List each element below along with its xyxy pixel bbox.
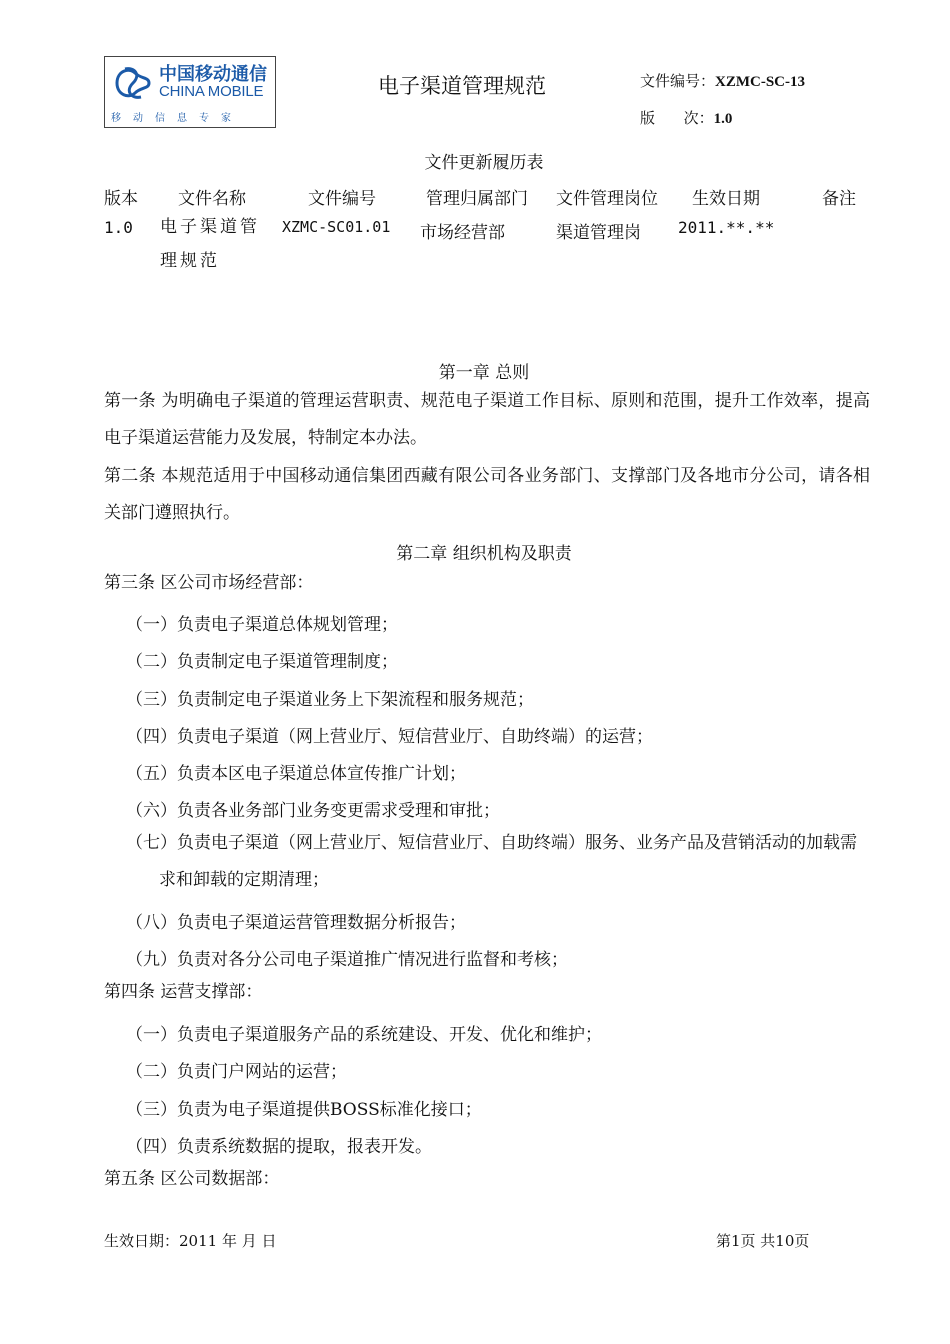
col-header-name: 文件名称 bbox=[178, 189, 246, 209]
col-header-number: 文件编号 bbox=[308, 189, 376, 209]
article-3-title: 第三条 区公司市场经营部： bbox=[104, 573, 314, 593]
document-version-label: 版 次： bbox=[640, 109, 714, 127]
row-version: 1.0 bbox=[104, 218, 133, 237]
article-5-title: 第五条 区公司数据部： bbox=[104, 1169, 280, 1189]
article-3-item-4: （四）负责电子渠道（网上营业厅、短信营业厅、自助终端）的运营； bbox=[126, 727, 653, 747]
logo-english-name: CHINA MOBILE bbox=[159, 83, 264, 100]
article-3-item-8: （八）负责电子渠道运营管理数据分析报告； bbox=[126, 913, 466, 933]
col-header-date: 生效日期 bbox=[692, 189, 760, 209]
logo-chinese-name: 中国移动通信 bbox=[159, 64, 267, 85]
china-mobile-logo bbox=[104, 56, 276, 128]
row-number: XZMC-SC01.01 bbox=[282, 218, 391, 236]
col-header-position: 文件管理岗位 bbox=[556, 189, 658, 209]
row-department: 市场经营部 bbox=[420, 223, 505, 243]
article-3-item-6: （六）负责各业务部门业务变更需求受理和审批； bbox=[126, 801, 500, 821]
article-4-item-4: （四）负责系统数据的提取，报表开发。 bbox=[126, 1137, 432, 1157]
document-version bbox=[640, 107, 732, 128]
row-date: 2011.**.** bbox=[678, 218, 775, 237]
article-4-item-2: （二）负责门户网站的运营； bbox=[126, 1062, 347, 1082]
col-header-version: 版本 bbox=[104, 189, 138, 209]
document-number-value: XZMC-SC-13 bbox=[715, 74, 806, 90]
article-3-item-2: （二）负责制定电子渠道管理制度； bbox=[126, 652, 398, 672]
history-table-title: 文件更新履历表 bbox=[424, 153, 544, 173]
document-title: 电子渠道管理规范 bbox=[378, 74, 546, 98]
chapter-2-title: 第二章 组织机构及职责 bbox=[396, 544, 572, 564]
article-1: 第一条 为明确电子渠道的管理运营职责、规范电子渠道工作目标、原则和范围，提升工作效率，提高电子渠道运营能力及发展，特制定本办法。 bbox=[104, 391, 870, 448]
document-number bbox=[640, 70, 805, 91]
article-4-item-1: （一）负责电子渠道服务产品的系统建设、开发、优化和维护； bbox=[126, 1025, 602, 1045]
col-header-remark: 备注 bbox=[822, 189, 856, 209]
document-number-label: 文件编号： bbox=[640, 72, 716, 90]
row-position: 渠道管理岗 bbox=[556, 223, 641, 243]
article-4-title: 第四条 运营支撑部： bbox=[104, 982, 263, 1002]
footer-page-number: 第1页 共10页 bbox=[716, 1232, 810, 1250]
article-2: 第二条 本规范适用于中国移动通信集团西藏有限公司各业务部门、支撑部门及各地市分公司，请各相关部门遵照执行。 bbox=[104, 466, 870, 523]
article-3-item-7: （七）负责电子渠道（网上营业厅、短信营业厅、自助终端）服务、业务产品及营销活动的加载需求和卸载的定期清理； bbox=[126, 833, 857, 890]
article-3-item-3: （三）负责制定电子渠道业务上下架流程和服务规范； bbox=[126, 690, 534, 710]
chapter-1-title: 第一章 总则 bbox=[438, 363, 530, 383]
china-mobile-logo-icon bbox=[111, 61, 155, 105]
article-3-item-9: （九）负责对各分公司电子渠道推广情况进行监督和考核； bbox=[126, 950, 568, 970]
logo-tagline: 移动信息专家 bbox=[111, 113, 243, 124]
document-version-value: 1.0 bbox=[713, 111, 733, 127]
footer-effective-date: 生效日期：2011 年 月 日 bbox=[104, 1232, 277, 1250]
article-3-item-5: （五）负责本区电子渠道总体宣传推广计划； bbox=[126, 764, 466, 784]
col-header-department: 管理归属部门 bbox=[426, 189, 528, 209]
article-3-item-1: （一）负责电子渠道总体规划管理； bbox=[126, 615, 398, 635]
row-name: 电子渠道管理规范 bbox=[160, 217, 260, 271]
article-4-item-3: （三）负责为电子渠道提供BOSS标准化接口； bbox=[126, 1100, 482, 1120]
